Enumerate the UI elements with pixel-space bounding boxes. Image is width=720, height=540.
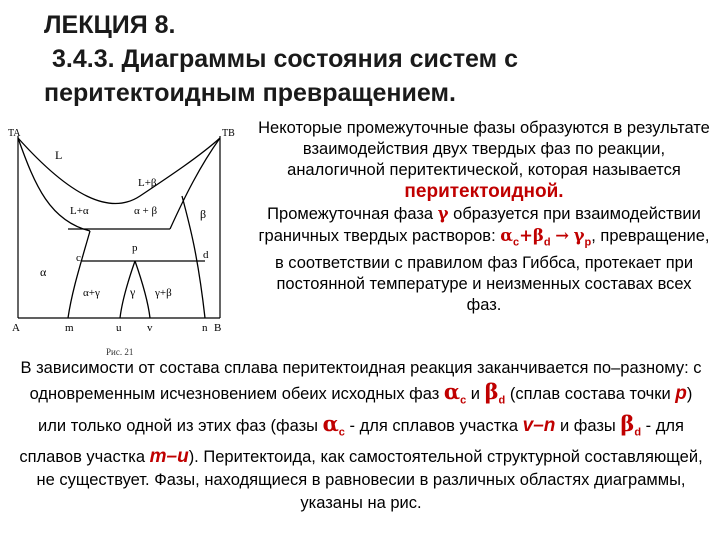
- label-m: m: [65, 322, 74, 334]
- bottom-s3: ) или только одной из этих фаз (фазы: [38, 385, 693, 436]
- reaction-beta: β: [532, 226, 544, 245]
- bottom-and: и: [470, 385, 480, 403]
- solidus-alpha: [18, 138, 90, 231]
- title-line-3: перитектоидным превращением.: [44, 79, 456, 107]
- phase-diagram: [10, 126, 250, 336]
- bottom-beta-2: β: [620, 411, 635, 437]
- bottom-beta-1: β: [484, 379, 499, 404]
- paragraph-2-part-1: Промежуточная фаза: [267, 205, 434, 223]
- label-A: A: [12, 322, 20, 334]
- label-B: B: [214, 322, 222, 334]
- bottom-alpha-2-sub: c: [338, 426, 345, 439]
- bottom-alpha-2: α: [322, 411, 339, 437]
- bottom-s4: - для сплавов участка: [349, 417, 519, 436]
- bottom-alpha-1-sub: c: [460, 394, 467, 407]
- bottom-s1: В зависимости от состава сплава перитектоидная реакция заканчивается по–разному: с одновременным исчезновением обеих исходных фаз: [20, 359, 702, 403]
- bottom-range-vn: v–n: [522, 415, 556, 437]
- paragraph-2-part-2: образуется при взаимодействии граничных твердых растворов:: [258, 205, 701, 245]
- label-v: v: [147, 322, 153, 334]
- label-u: u: [116, 322, 122, 334]
- paragraph-2: [258, 203, 710, 316]
- label-alpha: α: [40, 265, 47, 279]
- gamma-symbol: γ: [437, 204, 449, 223]
- label-L: L: [55, 148, 63, 162]
- label-beta: β: [200, 207, 207, 221]
- bottom-s5: и фазы: [560, 417, 616, 436]
- label-gamma-beta: γ+β: [155, 287, 172, 299]
- label-c: c: [76, 252, 81, 264]
- reaction-beta-sub: d: [543, 236, 551, 249]
- reaction-plus: +: [519, 226, 533, 245]
- right-column-text: [258, 118, 710, 316]
- figure-caption: Рис. 21: [106, 347, 134, 357]
- label-alpha-beta: α + β: [134, 205, 158, 217]
- paragraph-1-text: Некоторые промежуточные фазы образуются в результате взаимодействия двух твердых фаз по реакции, аналогичной перитектической, которая называется: [258, 119, 710, 179]
- bottom-alpha-1: α: [443, 379, 461, 404]
- label-TA: TA: [8, 128, 21, 139]
- liquidus-curve: [18, 138, 220, 204]
- bottom-s2: (сплав состава точки: [509, 385, 671, 403]
- bottom-point-p: p: [675, 383, 687, 404]
- label-d: d: [203, 249, 209, 261]
- paragraph-2-part-3: , превращение, в соответствии с правилом фаз Гиббса, протекает при постоянной температуре и неизменных составах всех фаз.: [274, 227, 710, 315]
- label-L-beta: L+β: [138, 177, 157, 189]
- solidus-beta: [170, 138, 220, 229]
- reaction-alpha: α: [500, 226, 513, 245]
- bottom-paragraph: [14, 357, 708, 515]
- bottom-beta-2-sub: d: [634, 426, 642, 439]
- bottom-s6: - для сплавов участка: [19, 417, 684, 466]
- bottom-range-mu: m–u: [149, 445, 189, 467]
- title-line-1: ЛЕКЦИЯ 8.: [44, 11, 176, 39]
- reaction-alpha-sub: c: [512, 236, 520, 249]
- label-p: p: [132, 242, 138, 254]
- label-gamma: γ: [130, 285, 136, 299]
- label-alpha-gamma: α+γ: [83, 287, 100, 299]
- reaction-equation: [500, 226, 592, 249]
- label-n: n: [202, 322, 208, 334]
- label-TB: TB: [222, 128, 235, 139]
- paragraph-1: [258, 118, 710, 203]
- alpha-solvus: [68, 231, 90, 318]
- lecture-title: [44, 8, 704, 110]
- reaction-gamma-sub: p: [584, 236, 592, 249]
- label-L-alpha: L+α: [70, 205, 89, 217]
- term-peritectoid: перитектоидной.: [404, 181, 564, 202]
- reaction-arrow: →: [555, 226, 570, 245]
- bottom-s7: ). Перитектоида, как самостоятельной структурной составляющей, не существует. Фазы, находящиеся в равновесии в различных областях диаграммы, указаны на рис.: [36, 447, 703, 512]
- title-line-2: 3.4.3. Диаграммы состояния систем с: [52, 45, 518, 73]
- gamma-right-boundary: [135, 261, 150, 318]
- reaction-gamma: γ: [573, 226, 585, 245]
- bottom-beta-1-sub: d: [498, 394, 506, 407]
